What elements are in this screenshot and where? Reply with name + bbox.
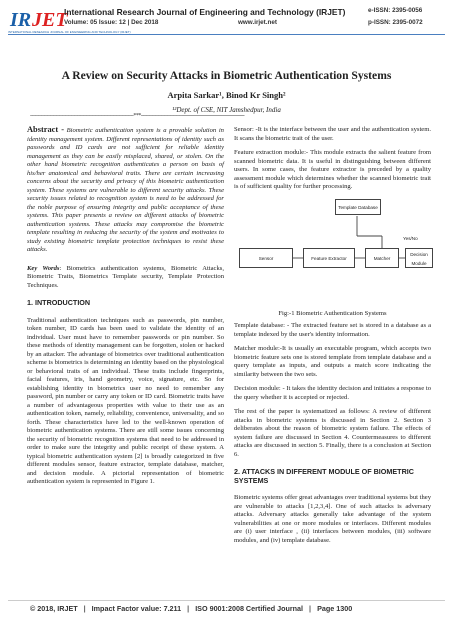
abstract <box>27 126 224 255</box>
decision-module-box: Decision Module <box>405 248 433 268</box>
journal-website[interactable]: www.irjet.net <box>238 19 277 26</box>
intro-heading: 1. INTRODUCTION <box>27 298 91 307</box>
abstract-label: Abstract - <box>27 125 65 134</box>
footer-impact: Impact Factor value: 7.211 <box>91 604 182 613</box>
section2-paragraph: Biometric systems offer great advantages over traditional systems but they are vulnerable to attacks [1,2,3,4]. One of such attacks is adversary attacks. Adversary attacks generally take advantage of the system vulnerabilities at one or more modules or interfaces. Different modules are (i) user interface , (ii) interfaces between modules, (iii) software modules, and (iv) template database. <box>234 494 431 544</box>
footer-page-number: Page 1300 <box>317 604 353 613</box>
decision-paragraph: Decision module: - It takes the identity decision and initiates a response to the query whether it is accepted or rejected. <box>234 385 431 401</box>
footer-separator: | <box>83 604 86 613</box>
left-column <box>27 126 224 493</box>
journal-header <box>0 0 453 40</box>
paper-title: A Review on Security Attacks in Biometric Authentication Systems <box>61 69 392 82</box>
matcher-box: Matcher <box>365 248 399 268</box>
volume-issue: Volume: 05 Issue: 12 | Dec 2018 <box>64 19 159 26</box>
template-database-box: Template Database <box>335 199 381 215</box>
right-column <box>234 126 431 198</box>
sensor-paragraph: Sensor: -It is the interface between the user and the authentication system. It scans the biometric trait of the user. <box>234 126 431 142</box>
author-affiliation: ¹²Dept. of CSE, NIT Jamshedpur, India <box>172 106 281 114</box>
footer-separator: | <box>309 604 312 613</box>
svg-text:IR: IR <box>10 9 32 31</box>
section2-heading: 2. ATTACKS IN DIFFERENT MODULE OF BIOMETRIC SYSTEMS <box>234 467 414 485</box>
header-rule <box>8 34 445 35</box>
feature-paragraph: Feature extraction module:- This module extracts the salient feature from scanned biometric data. It is useful in distinguishing between different users. In some cases, the feature extractor is preceded by a quality assessment module which determines whether the scanned biometric trait is of sufficient quality for further processing. <box>234 149 431 190</box>
keywords-text: : Biometrics authentication systems, Biometric Attacks, Biometric Traits, Biometrics Template security, Template Protection Techniques. <box>27 264 224 289</box>
sensor-box: Sensor <box>239 248 293 268</box>
figure-connectors <box>235 196 433 292</box>
feature-extractor-box: Feature Extractor <box>303 248 355 268</box>
organization-paragraph: The rest of the paper is systematized as follows: A review of different attacks in biometric systems is discussed in Section 2. Section 3 deliberates about the reason of biometric system failure. The effects of system failure are discussed in Section 4. Countermeasures to different attacks are discussed in section 5. Finally, there is a conclusion at Section 6. <box>234 408 431 458</box>
abstract-text: Biometric authentication system is a provable solution in identity management system. Different representations of identity such as passwords and ID cards are not sufficient for reliable identity management as they can be easily misplaced, shared, or stolen. On the other hand biometric recognition authenticates a person on basis of his/her anatomical and behavioral traits. There are certain increasing concerns about the security and privacy of this biometric authentication system. These systems are vulnerable to different security attacks. These security issues related to recognition system is need to be addressed for the noble purpose of ensuring integrity and public acceptance of these systems. This paper presents a review on different attacks of biometric authentication systems. These attacks may compromise the biometric template resulting in reducing the security of the system and motivates to study existing biometric template protection techniques to resist these attacks. <box>27 127 224 253</box>
keywords <box>27 265 224 291</box>
right-column-lower <box>234 322 431 551</box>
footer-iso: ISO 9001:2008 Certified Journal <box>195 604 304 613</box>
pissn: p-ISSN: 2395-0072 <box>368 19 423 26</box>
footer-rule <box>8 600 445 601</box>
eissn: e-ISSN: 2395-0056 <box>368 7 423 14</box>
template-paragraph: Template database: - The extracted feature set is stored in a database as a template indexed by the user's identity information. <box>234 322 431 338</box>
page-footer <box>30 604 352 613</box>
svg-text:JET: JET <box>32 9 68 31</box>
footer-separator: | <box>187 604 190 613</box>
figure-caption: Fig:-1 Biometric Authentication Systems <box>278 310 387 317</box>
logo-caption: INTERNATIONAL RESEARCH JOURNAL OF ENGINEERING AND TECHNOLOGY (IRJET) <box>8 30 131 34</box>
separator-line: ---------------------------------------------------------------------***--------------------------------------------------------------------- <box>30 113 245 119</box>
matcher-paragraph: Matcher module:-It is usually an executable program, which accepts two biometric feature sets one is stored template from template database and a query template as inputs, and outputs a match score indicating the similarity between the two sets. <box>234 345 431 378</box>
footer-copyright: © 2018, IRJET <box>30 604 78 613</box>
journal-name: International Research Journal of Engineering and Technology (IRJET) <box>64 7 346 17</box>
keywords-label: Key Words <box>27 264 60 272</box>
yes-no-label: Yes/No <box>403 236 418 241</box>
biometric-system-figure <box>235 196 433 292</box>
paper-authors: Arpita Sarkar¹, Binod Kr Singh² <box>167 90 286 100</box>
intro-paragraph: Traditional authentication techniques such as passwords, pin number, token number, ID cards has been used to validate the identity of an individual. User must have to remember passwords or pin number. So these methods of identity management can be forgotten, stolen or hacked by an attacker. The advantage of biometrics over traditional authentication scheme is biometrics is determining an identity based on the physiological or behavioral traits of an individual. These traits include fingerprints, facial features, iris, hand geometry, voice, signature, etc. So for establishing identity in biometrics user no need to remember any password, pin number or carry any token or ID card. Biometric traits have a number of advantageous properties with value to their use as an authentication token, namely, reliability, convenience, universality, and so forth. These characteristics have led to the well-known operation of biometric authentication systems. There are still some issues concerning the security of biometric recognition systems that need to be addressed in order to make sure the integrity and public receipt of these system. A typical biometric authentication system [2] is broadly categorized in five different modules sensor, feature extractor, template database, matcher, and decision module. A pictorial representation of biometric authentication system is represented in Figure 1. <box>27 316 224 485</box>
